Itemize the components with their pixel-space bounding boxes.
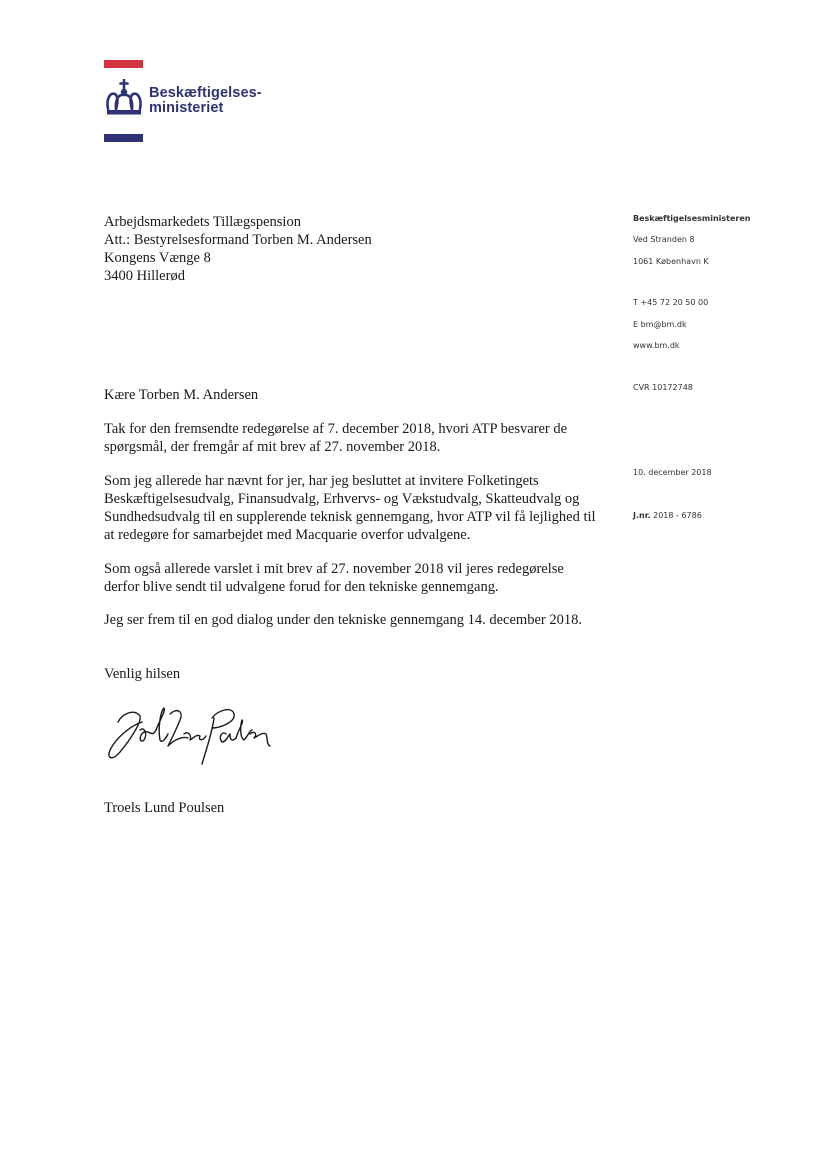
paragraph-1: Tak for den fremsendte redegørelse af 7. december 2018, hvori ATP besvarer de spørgsmål, der fremgår af mit brev af 27. november 2018. — [104, 421, 568, 455]
logo-line-1: Beskæftigelses- — [149, 85, 262, 101]
crown-icon — [104, 79, 144, 119]
recipient-street: Kongens Vænge 8 — [104, 250, 211, 266]
sender-phone: T +45 72 20 50 00 — [633, 298, 709, 307]
journal-number — [633, 511, 702, 520]
paragraph-4: Jeg ser frem til en god dialog under den tekniske gennemgang 14. december 2018. — [104, 612, 582, 628]
greeting: Kære Torben M. Andersen — [104, 387, 259, 403]
journal-label: J.nr. — [633, 511, 651, 520]
logo-line-2: ministeriet — [149, 100, 224, 116]
recipient-att: Att.: Bestyrelsesformand Torben M. Andersen — [104, 232, 372, 248]
sender-city: 1061 København K — [633, 257, 709, 266]
sender-name: Beskæftigelsesministeren — [633, 214, 751, 223]
sender-email: E bm@bm.dk — [633, 320, 687, 329]
paragraph-3: Som også allerede varslet i mit brev af 27. november 2018 vil jeres redegørelse derfor blive sendt til udvalgene forud for den tekniske gennemgang. — [104, 561, 564, 595]
recipient-city: 3400 Hillerød — [104, 268, 185, 284]
logo-wordmark — [149, 86, 262, 116]
closing: Venlig hilsen — [104, 666, 181, 682]
signer-name: Troels Lund Poulsen — [104, 800, 225, 816]
logo-blue-bar — [104, 134, 143, 142]
logo-red-bar — [104, 60, 143, 68]
recipient-address — [104, 213, 372, 285]
sender-cvr: CVR 10172748 — [633, 383, 693, 392]
journal-value: 2018 - 6786 — [653, 511, 702, 520]
letter-date: 10. december 2018 — [633, 468, 712, 477]
sender-web: www.bm.dk — [633, 341, 680, 350]
paragraph-2: Som jeg allerede har nævnt for jer, har jeg besluttet at invitere Folketingets Beskæftigelsesudvalg, Finansudvalg, Erhvervs- og Vækstudvalg, Skatteudvalg og Sundhedsudvalg til en supplerende teknisk gennemgang, hvor ATP vil få lejlighed til at redegøre for samarbejdet med Macquarie overfor udvalgene. — [104, 473, 596, 543]
sender-street: Ved Stranden 8 — [633, 235, 695, 244]
signature — [100, 700, 275, 770]
recipient-name: Arbejdsmarkedets Tillægspension — [104, 214, 301, 230]
